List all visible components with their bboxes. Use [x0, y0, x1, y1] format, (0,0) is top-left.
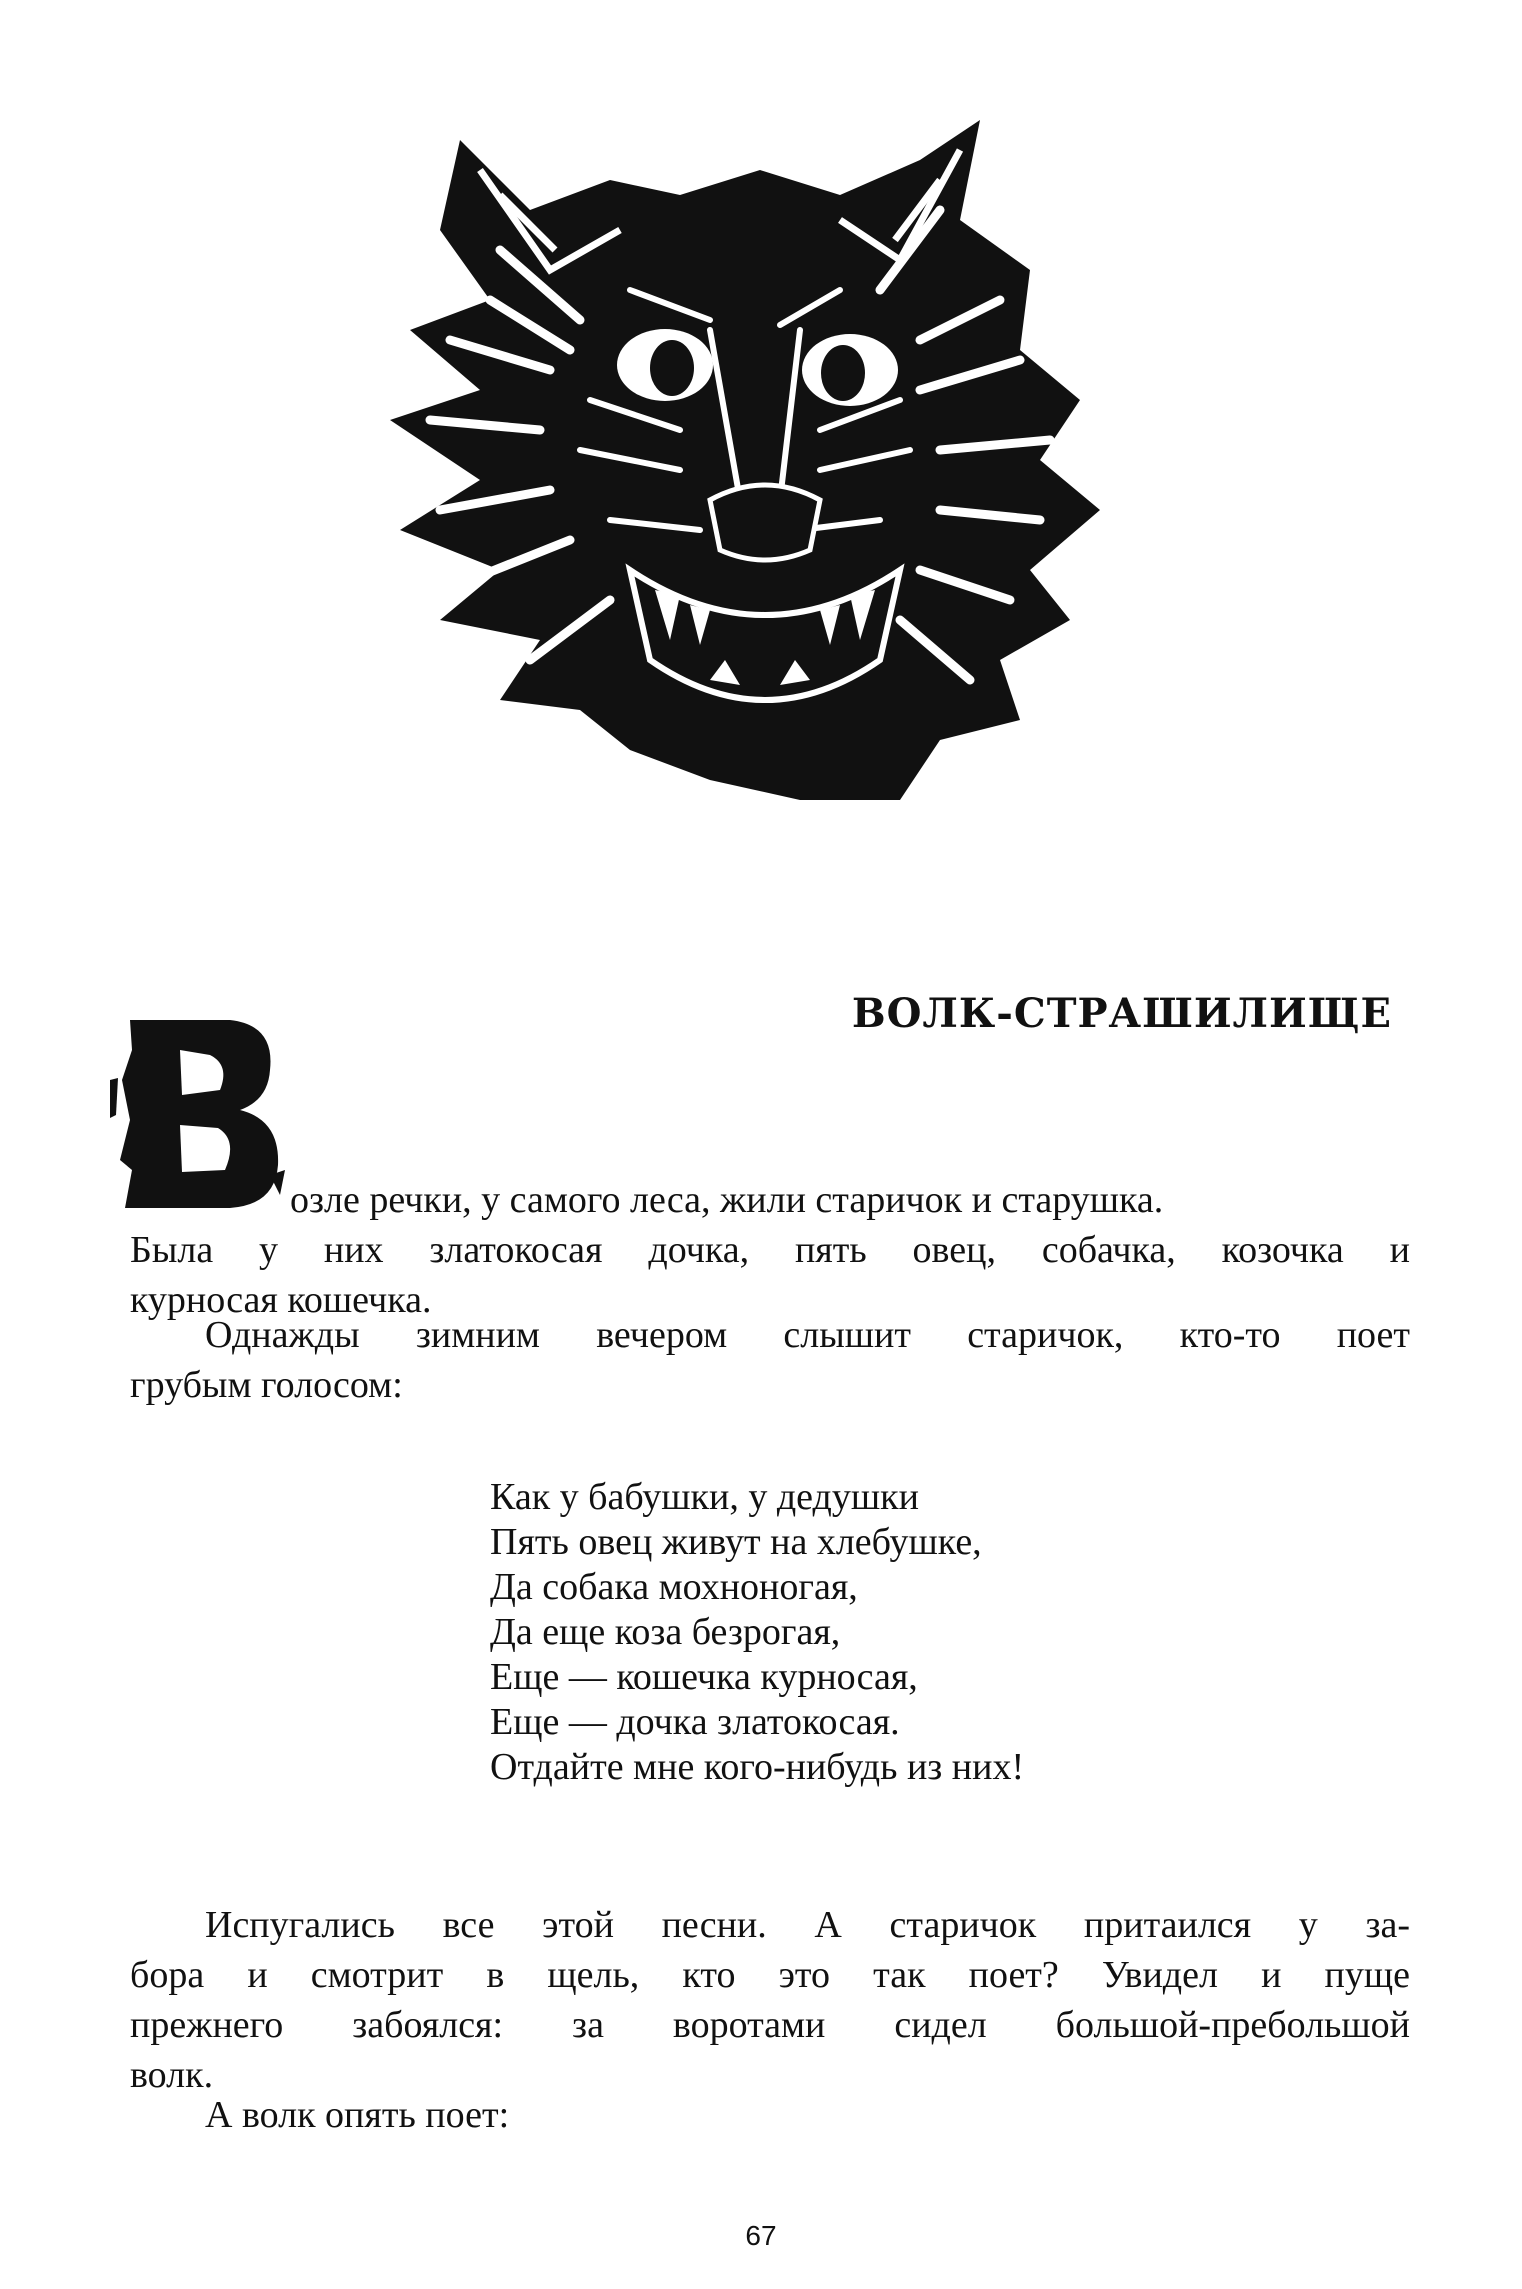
paragraph-1-line: Была у них златокосая дочка, пять овец, собачка, козочка и	[130, 1229, 1410, 1271]
paragraph-3-line: волк.	[130, 2054, 214, 2096]
paragraph-3-line: Испугались все этой песни. А старичок притаился у за-	[205, 1904, 1410, 1946]
poem-line: Пять овец живут на хлебушке,	[490, 1521, 982, 1563]
poem-line: Еще — кошечка курносая,	[490, 1656, 918, 1698]
paragraph-1	[130, 1175, 1410, 1325]
wolf-head-illustration	[380, 100, 1140, 820]
paragraph-2-line: Однажды зимним вечером слышит старичок, кто-то поет	[205, 1314, 1410, 1356]
paragraph-2-line: грубым голосом:	[130, 1364, 403, 1406]
poem-line: Да собака мохноногая,	[490, 1566, 858, 1608]
poem-line: Да еще коза безрогая,	[490, 1611, 841, 1653]
paragraph-1-line: курносая кошечка.	[130, 1279, 432, 1321]
poem-line: Еще — дочка златокосая.	[490, 1701, 900, 1743]
paragraph-3-line: бора и смотрит в щель, кто это так поет? Увидел и пуще	[130, 1954, 1410, 1996]
paragraph-3-line: прежнего забоялся: за воротами сидел большой-пребольшой	[130, 2004, 1410, 2046]
paragraph-3	[130, 1900, 1410, 2100]
poem	[490, 1475, 1024, 1790]
paragraph-4-line: А волк опять поет:	[205, 2094, 510, 2136]
paragraph-4	[130, 2090, 1410, 2140]
poem-line: Отдайте мне кого-нибудь из них!	[490, 1746, 1025, 1788]
story-title: ВОЛК-СТРАШИЛИЩЕ	[851, 990, 1392, 1037]
poem-line: Как у бабушки, у дедушки	[490, 1476, 919, 1518]
paragraph-1-first-line: озле речки, у самого леса, жили старичок и старушка.	[290, 1179, 1164, 1221]
page-number: 67	[745, 2220, 777, 2251]
paragraph-2	[130, 1310, 1410, 1410]
